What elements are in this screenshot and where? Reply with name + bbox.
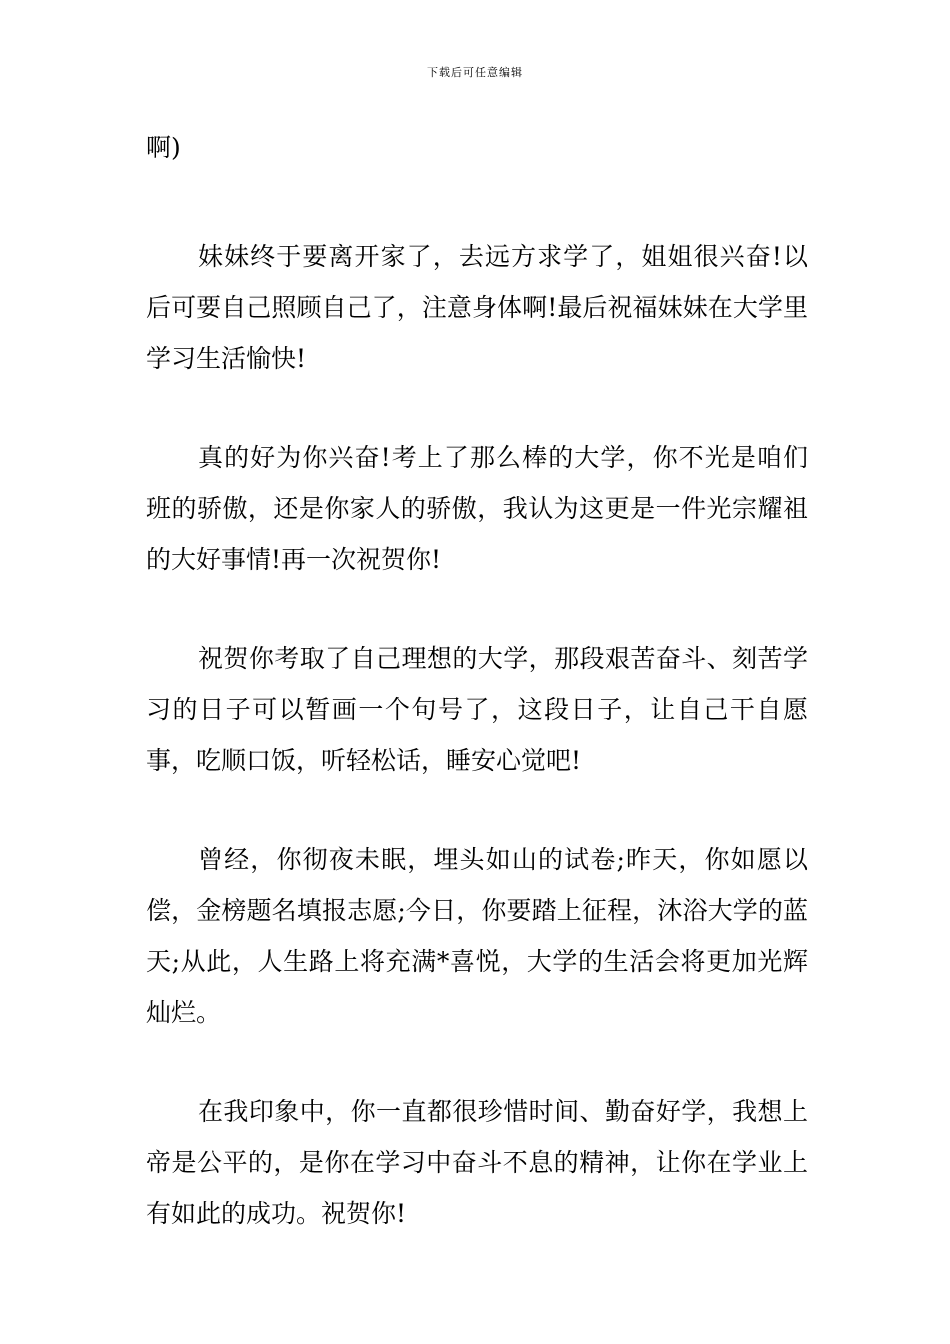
paragraph: 妹妹终于要离开家了，去远方求学了，姐姐很兴奋!以后可要自己照顾自己了，注意身体啊!最后祝福妹妹在大学里学习生活愉快!	[146, 242, 808, 373]
page-header: 下载后可任意编辑	[427, 66, 523, 79]
paragraph: 祝贺你考取了自己理想的大学，那段艰苦奋斗、刻苦学习的日子可以暂画一个句号了，这段日子，让自己干自愿事，吃顺口饭，听轻松话，睡安心觉吧!	[146, 644, 808, 775]
document-body	[146, 122, 808, 1287]
paragraph: 曾经，你彻夜未眠，埋头如山的试卷;昨天，你如愿以偿，金榜题名填报志愿;今日，你要踏上征程，沐浴大学的蓝天;从此，人生路上将充满*喜悦，大学的生活会将更加光辉灿烂。	[146, 845, 808, 1027]
paragraph: 在我印象中，你一直都很珍惜时间、勤奋好学，我想上帝是公平的，是你在学习中奋斗不息的精神，让你在学业上有如此的成功。祝贺你!	[146, 1097, 808, 1228]
paragraph-continuation: 啊)	[146, 133, 181, 162]
paragraph: 真的好为你兴奋!考上了那么棒的大学，你不光是咱们班的骄傲，还是你家人的骄傲，我认为这更是一件光宗耀祖的大好事情!再一次祝贺你!	[146, 443, 808, 574]
